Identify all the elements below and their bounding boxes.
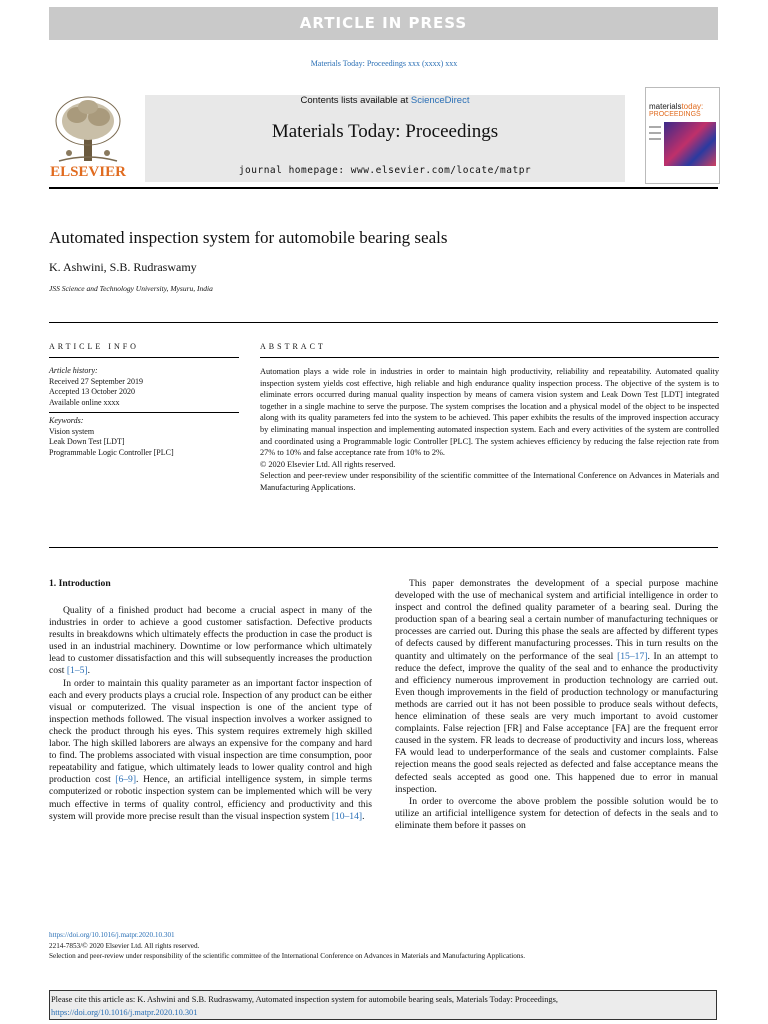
author-affiliation: JSS Science and Technology University, Mysuru, India (49, 284, 213, 293)
article-in-press-banner: ARTICLE IN PRESS (49, 7, 718, 40)
abstract-heading-rule (260, 357, 719, 358)
abstract-body (260, 366, 719, 494)
sciencedirect-link[interactable]: ScienceDirect (410, 95, 470, 106)
keyword: Leak Down Test [LDT] (49, 437, 125, 446)
footer-doi-link[interactable]: https://doi.org/10.1016/j.matpr.2020.10.301 (49, 931, 175, 939)
footer-issn: 2214-7853/© 2020 Elsevier Ltd. All rights reserved. (49, 941, 200, 950)
left-column (49, 605, 372, 823)
abstract-heading: ABSTRACT (260, 342, 326, 351)
contents-prefix: Contents lists available at (300, 95, 411, 106)
article-authors: K. Ashwini, S.B. Rudraswamy (49, 260, 197, 274)
paragraph: In order to overcome the above problem the possible solution would be to utilize an artificial intelligence system for detection of defects in the seals and to eliminate them before it passes on (395, 795, 718, 831)
history-label: Article history: (49, 366, 98, 375)
abstract-copyright: © 2020 Elsevier Ltd. All rights reserved. (260, 459, 396, 469)
paragraph: In order to maintain this quality parameter as an important factor inspection of each and every products plays a crucial role. Inspection of any product can be either visual or computerized. The visual inspection is one of the ancient type of inspection methods followed. The visual inspection involves a worker assigned to check the product through his eyes. This system requires extremely high skilled labor. The high skilled laborers are always an expensive for the company and hard to find. The problems associated with visual inspection are time consumption, poor repeatability and fatigue, which ultimately leads to lower quality control and high production cost [6–9]. Hence, an artificial intelligence system, in simple terms computerized or robotic inspection system can be implemented which will be very much effective in terms of quality control, efficiency and productivity and this system will provide more precise result than the visual inspection system [10–14]. (49, 677, 372, 822)
article-title: Automated inspection system for automobile bearing seals (49, 228, 448, 247)
right-column (395, 578, 718, 832)
header-rule (49, 187, 718, 189)
section-heading-introduction: 1. Introduction (49, 578, 111, 589)
citation-link[interactable]: [1–5] (66, 665, 88, 677)
citation-link[interactable]: [10–14] (331, 810, 363, 822)
journal-homepage[interactable]: journal homepage: www.elsevier.com/locate/matpr (238, 165, 532, 176)
keyword: Vision system (49, 426, 95, 436)
online-date: Available online xxxx (49, 397, 120, 407)
citation-box (49, 990, 717, 1020)
article-info (49, 366, 239, 458)
accepted-date: Accepted 13 October 2020 (49, 387, 135, 396)
info-top-rule (49, 322, 718, 323)
received-date: Received 27 September 2019 (49, 376, 143, 386)
elsevier-wordmark: ELSEVIER (50, 164, 126, 180)
journal-title: Materials Today: Proceedings (271, 121, 499, 142)
cover-title: materialstoday: (649, 102, 704, 111)
cover-image (664, 122, 716, 166)
abstract-selection: Selection and peer-review under responsibility of the scientific committee of the International Conference on Advances in Materials and Manufacturing Applications. (260, 471, 719, 492)
paragraph: This paper demonstrates the development of a special purpose machine developed with the use of mechanical system and artificial intelligence in order to inspect and control the defined quality parameter of a bearing seal. During the production span of a bearing seal a certain number of manufacturing techniques or processes are carried out. During this phase the seals are affected by different types of defects caused by different manufacturing processes. This in turn results on the quantity and ultimately on the performance of the seal [15–17]. In an attempt to reduce the defect, improve the quality of the seal and to enhance the productivity and efficiency numerous improvement in production technology are carried out. Even though improvements in the field of production technology or manufacturing methods are carried out it has not been possible to produce seals without defects, hence elimination of these seals are very much important to avoid customer complaints. False rejection [FR] and False acceptance [FA] are the frequent error caused in the system. FR leads to decrease of productivity and incurs loss, whereas FA would lead to underperformance of the seals and customer complaints. False rejection means the good seals rejected as defected and false acceptance means the defected seals accepted as good one. This happened due to error in manual inspection. (395, 578, 718, 795)
keywords-label: Keywords: (49, 416, 84, 425)
citation-doi-link[interactable]: https://doi.org/10.1016/j.matpr.2020.10.301 (51, 1008, 198, 1017)
citation-link[interactable]: [6–9] (115, 774, 137, 786)
keywords-rule (49, 412, 239, 413)
journal-reference[interactable]: Materials Today: Proceedings xxx (xxxx) xxx (310, 59, 458, 68)
citation-text: Please cite this article as: K. Ashwini and S.B. Rudraswamy, Automated inspection system for automobile bearing seals, Materials Today: Proceedings, (51, 995, 558, 1004)
abstract-bottom-rule (49, 547, 718, 548)
contents-line (145, 95, 625, 106)
info-heading-rule (49, 357, 239, 358)
keyword: Programmable Logic Controller [PLC] (49, 447, 174, 457)
page-footer (49, 930, 718, 962)
footer-selection: Selection and peer-review under responsibility of the scientific committee of the International Conference on Advances in Materials and Manufacturing Applications. (49, 952, 526, 960)
paragraph: Quality of a finished product had become a crucial aspect in many of the industries in order to achieve a good customer satisfaction. Defective products results in breakdowns which ultimately effects the production in case the product is used in an industrial machinery. Downtime or low performance which ultimately lead to customer dissatisfaction and this will subsequently increases the production cost [1–5]. (49, 605, 372, 677)
citation-link[interactable]: [15–17] (617, 650, 648, 662)
abstract-text: Automation plays a wide role in industries in order to maintain high productivity, reliability and repeatability. Automated quality inspection system yields cost effective, high reliable and high endurance quality inspection process. The objective of the system is to eliminate errors occurred during manual quality inspection by means of camera vision system and Leak Down Test [LDT] integrated together in a single machine to serve the purpose. The system comprises the location and a physical model of the object to be inspected along with its quality parameters fed into the system to be achieved. This paper exhibits the results of the improved inspection accuracy by eliminating manual inspection and implementing automated inspection system. Each and every activities of the system are controlled and coordinated using a Programmable logic Controller [PLC]. The system achieves efficiency by reducing the false rejection rate from 27% to 10% and false acceptance rate from 10% to 2%. (260, 367, 719, 458)
cover-subtitle: PROCEEDINGS (649, 111, 701, 118)
article-info-heading: ARTICLE INFO (49, 342, 139, 351)
journal-cover-thumbnail (645, 87, 720, 184)
